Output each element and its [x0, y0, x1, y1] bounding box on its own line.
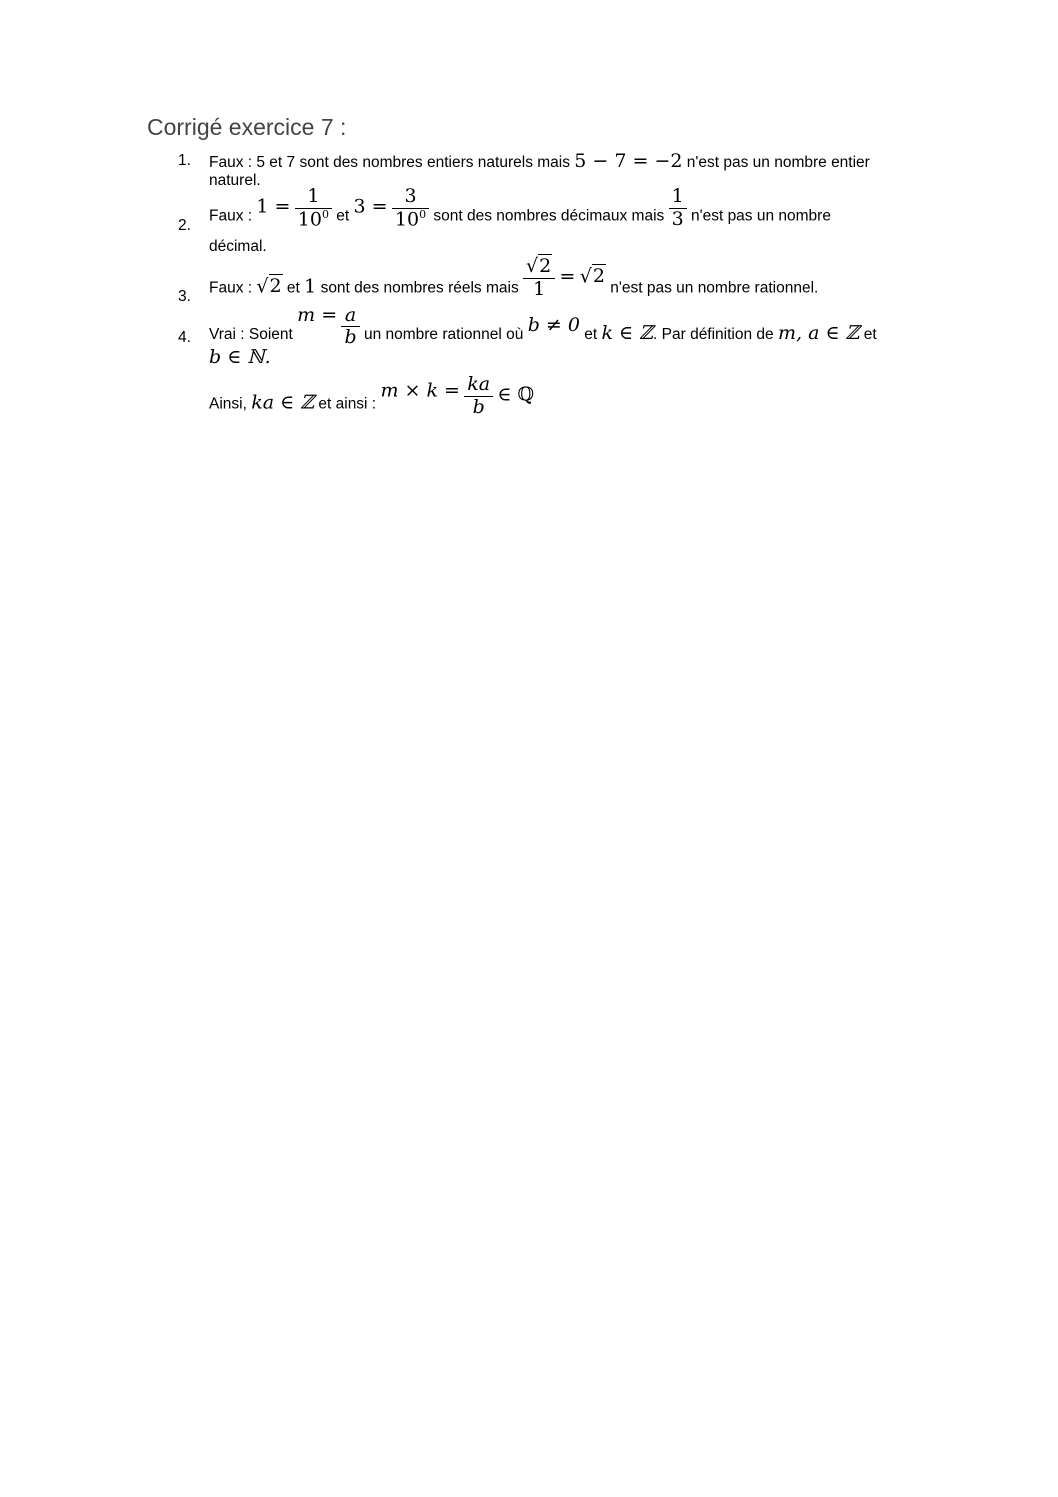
radical-sign: √	[256, 275, 269, 298]
exponent: 0	[419, 207, 427, 221]
math-expression: m, a ∈ ℤ	[777, 322, 860, 344]
math-expression: b ≠ 0	[527, 314, 580, 336]
item-text-continuation: naturel.	[209, 172, 261, 189]
math-expression: 1	[304, 275, 317, 298]
fraction	[341, 305, 359, 350]
fraction-numerator: 1	[307, 185, 320, 207]
radicand: 2	[269, 275, 282, 298]
item-text: n'est pas un nombre rationnel.	[610, 279, 819, 297]
math-expression: 1 =	[256, 195, 291, 218]
radicand: 2	[592, 265, 605, 288]
exponent: 0	[321, 207, 329, 221]
item-text-continuation: décimal.	[209, 238, 267, 255]
fraction-denominator: b	[341, 326, 359, 349]
math-expression: b ∈ ℕ.	[209, 346, 271, 368]
item-text: sont des nombres décimaux mais	[433, 207, 665, 225]
math-expression: m =	[297, 304, 338, 326]
item-text-continuation	[209, 374, 534, 419]
fraction-numerator: ka	[467, 373, 491, 395]
item-text: n'est pas un nombre	[691, 207, 831, 225]
page-title: Corrigé exercice 7 :	[147, 114, 347, 140]
item-text: un nombre rationnel où	[363, 326, 524, 343]
fraction	[523, 256, 555, 301]
math-expression: 5 − 7 = −2	[574, 150, 683, 172]
fraction	[295, 186, 332, 231]
radical-sign: √	[579, 265, 592, 288]
radicand: 2	[539, 255, 552, 277]
fraction-denominator: 3	[669, 208, 687, 231]
fraction	[392, 186, 429, 231]
fraction-numerator: 3	[404, 185, 417, 207]
denominator-base: 10	[297, 208, 322, 231]
math-expression: 3 =	[353, 195, 388, 218]
math-expression: k ∈ ℤ	[601, 322, 654, 344]
item-text: . Par définition de	[653, 326, 774, 343]
item-text: sont des nombres réels mais	[320, 279, 519, 297]
math-expression: ka ∈ ℤ	[251, 391, 315, 414]
fraction-denominator	[295, 208, 332, 231]
item-text: Faux : 5 et 7 sont des nombres entiers naturels mais	[209, 154, 570, 171]
item-number: 3.	[178, 288, 191, 305]
item-text: et	[286, 279, 300, 297]
fraction-numerator: a	[344, 303, 357, 326]
item-text: et	[336, 207, 350, 225]
item-text: Faux :	[209, 207, 253, 225]
item-text: et ainsi :	[318, 395, 377, 413]
item-text: n'est pas un nombre entier	[686, 154, 870, 171]
denominator-base: 10	[394, 208, 420, 231]
item-text: Vrai : Soient	[209, 326, 293, 343]
radical-sign: √	[526, 255, 539, 277]
fraction	[669, 186, 687, 231]
math-expression: m × k =	[380, 379, 460, 402]
item-text: et	[863, 326, 877, 343]
item-number: 1.	[178, 152, 191, 169]
item-text: et	[584, 326, 598, 343]
item-number: 2.	[178, 217, 191, 234]
fraction	[464, 374, 493, 419]
math-expression: ∈ ℚ	[497, 383, 535, 406]
item-text: Ainsi,	[209, 395, 247, 413]
square-root	[256, 274, 282, 297]
item-text: Faux :	[209, 279, 253, 297]
fraction-denominator: 1	[523, 278, 555, 301]
fraction-numerator	[523, 256, 555, 278]
equals-sign: =	[559, 265, 576, 288]
fraction-denominator: b	[464, 396, 493, 419]
fraction-numerator: 1	[671, 185, 684, 208]
fraction-denominator	[392, 208, 429, 231]
square-root	[580, 264, 606, 287]
item-number: 4.	[178, 329, 191, 346]
